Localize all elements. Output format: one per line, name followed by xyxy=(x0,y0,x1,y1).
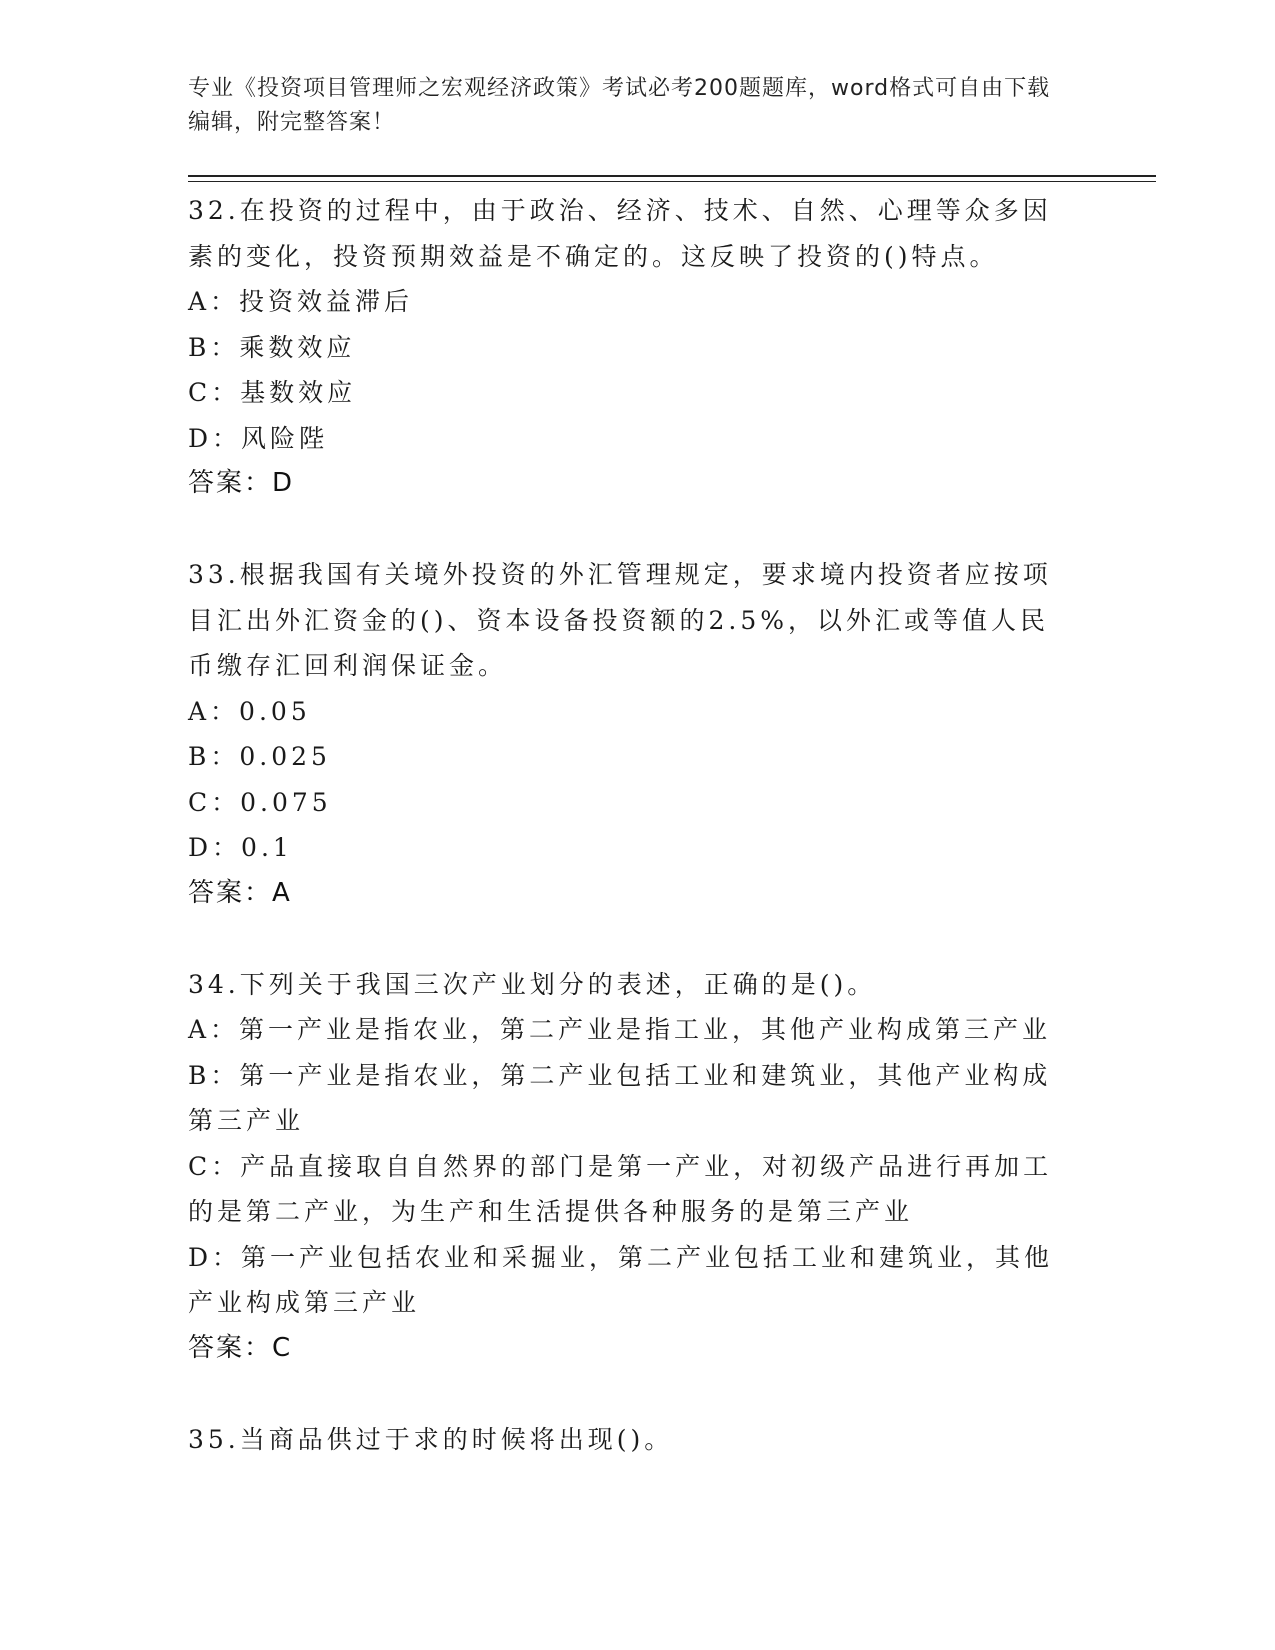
document-header-title: 专业《投资项目管理师之宏观经济政策》考试必考200题题库，word格式可自由下载编辑，附完整答案！ xyxy=(188,76,1051,135)
option-c: C：0.075 xyxy=(188,787,332,817)
question-32 xyxy=(188,188,1078,507)
spacer xyxy=(188,916,1078,962)
question-33 xyxy=(188,552,1078,916)
question-text: 33.根据我国有关境外投资的外汇管理规定，要求境内投资者应按项目汇出外汇资金的()、资本设备投资额的2.5%，以外汇或等值人民币缴存汇回利润保证金。 xyxy=(188,560,1052,680)
option-b: B：第一产业是指农业，第二产业包括工业和建筑业，其他产业构成第三产业 xyxy=(188,1060,1052,1135)
question-text: 34.下列关于我国三次产业划分的表述，正确的是()。 xyxy=(188,969,877,999)
option-a: A：0.05 xyxy=(188,696,311,726)
option-c: C：基数效应 xyxy=(188,378,357,407)
header-divider-thick xyxy=(188,175,1156,177)
option-c: C：产品直接取自自然界的部门是第一产业，对初级产品进行再加工的是第二产业，为生产和生活提供各种服务的是第三产业 xyxy=(188,1151,1053,1226)
option-d: D：风险陛 xyxy=(188,423,329,453)
question-35 xyxy=(188,1417,1078,1463)
header-divider-thin xyxy=(188,181,1156,182)
spacer xyxy=(188,507,1078,553)
question-text: 32.在投资的过程中，由于政治、经济、技术、自然、心理等众多因素的变化，投资预期效益是不确定的。这反映了投资的()特点。 xyxy=(188,196,1052,271)
question-list xyxy=(188,188,1078,1462)
spacer xyxy=(188,1371,1078,1417)
option-b: B：0.025 xyxy=(188,742,331,771)
question-34 xyxy=(188,962,1078,1372)
option-a: A：投资效益滞后 xyxy=(188,287,414,316)
answer-text: 答案：C xyxy=(188,1332,293,1363)
option-d: D：第一产业包括农业和采掘业，第二产业包括工业和建筑业，其他产业构成第三产业 xyxy=(188,1242,1054,1317)
question-text: 35.当商品供过于求的时候将出现()。 xyxy=(188,1424,674,1454)
answer-text: 答案：A xyxy=(188,877,292,908)
answer-text: 答案：D xyxy=(188,468,295,498)
option-b: B：乘数效应 xyxy=(188,332,356,362)
option-a: A：第一产业是指农业，第二产业是指工业，其他产业构成第三产业 xyxy=(188,1015,1052,1044)
option-d: D：0.1 xyxy=(188,833,293,862)
